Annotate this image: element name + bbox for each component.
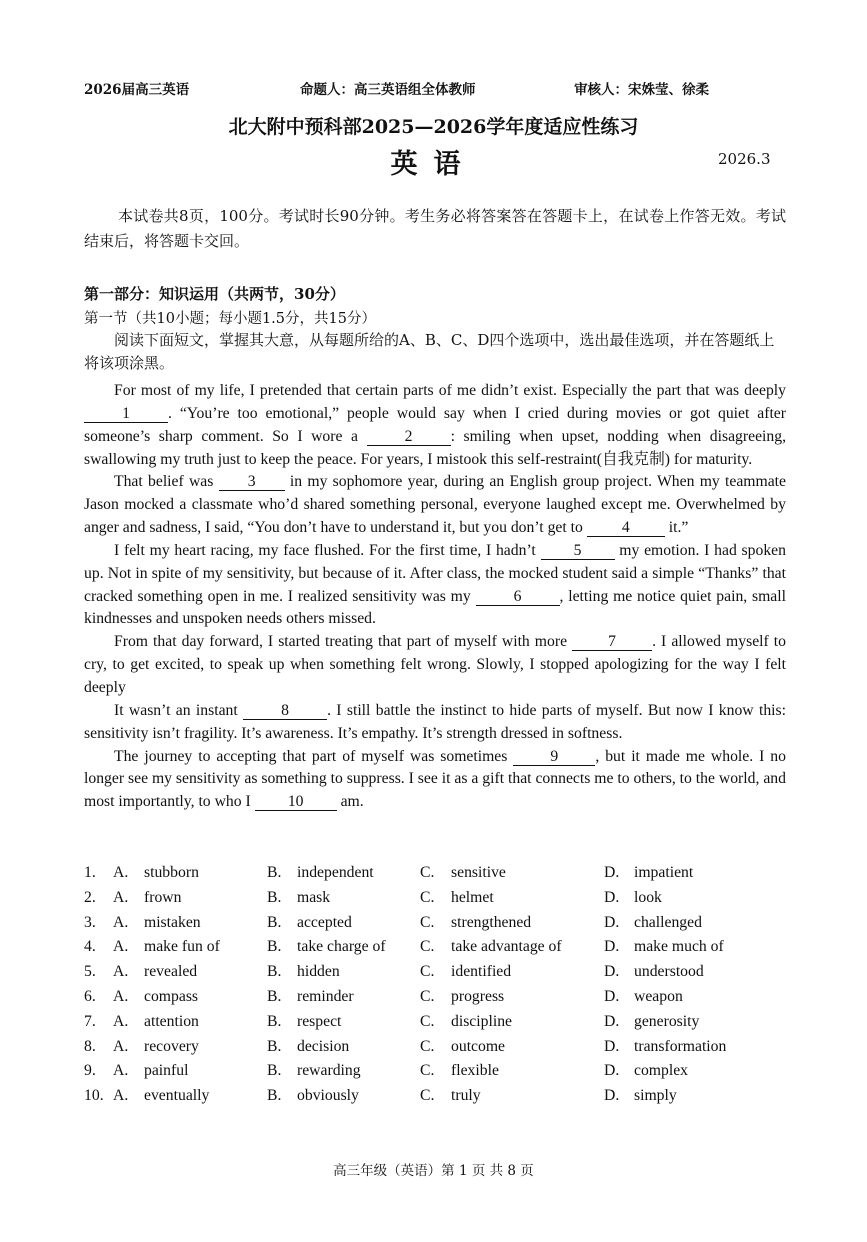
option-letter-b: B. bbox=[267, 913, 282, 931]
option-letter-b: B. bbox=[267, 938, 282, 956]
option-a: stubborn bbox=[144, 864, 199, 881]
part-heading: 第一部分：知识运用（共两节，30分） bbox=[84, 285, 345, 303]
option-row bbox=[84, 1038, 786, 1063]
option-letter-b: B. bbox=[267, 1012, 282, 1030]
option-letter-b: B. bbox=[267, 987, 282, 1005]
option-letter-b: B. bbox=[267, 864, 282, 881]
answer-blank: 3 bbox=[219, 473, 285, 491]
option-letter-c: C. bbox=[420, 1037, 435, 1055]
option-d: impatient bbox=[634, 864, 694, 881]
option-d: simply bbox=[634, 1087, 677, 1105]
option-row bbox=[84, 914, 786, 939]
option-letter-c: C. bbox=[420, 963, 435, 981]
option-letter-d: D. bbox=[604, 913, 620, 931]
answer-blank: 7 bbox=[572, 633, 652, 651]
option-letter-c: C. bbox=[420, 1012, 435, 1030]
option-b: take charge of bbox=[297, 938, 386, 956]
option-d: complex bbox=[634, 1062, 689, 1080]
option-letter-d: D. bbox=[604, 888, 620, 906]
option-a: recovery bbox=[144, 1037, 199, 1055]
option-letter-b: B. bbox=[267, 1062, 282, 1080]
passage-paragraph: I felt my heart racing, my face flushed. For the first time, I hadn’t 5 my emotion. I had spoken up. Not in spite of my sensitivity, but because of it. After class, the mocked student said a simple “Thanks” that cracked something open in me. I realized sensitivity was my 6 , letting me notice quiet pain, small kindnesses and unspoken needs others missed. bbox=[84, 541, 786, 628]
option-row bbox=[84, 864, 786, 889]
header-course: 2026届高三英语 bbox=[84, 82, 190, 98]
option-a: mistaken bbox=[144, 913, 201, 931]
option-d: generosity bbox=[634, 1012, 700, 1030]
option-letter-c: C. bbox=[420, 1087, 435, 1105]
option-letter-b: B. bbox=[267, 1037, 282, 1055]
option-b: independent bbox=[297, 864, 374, 881]
answer-blank: 4 bbox=[587, 519, 665, 537]
question-number: 10. bbox=[84, 1087, 104, 1105]
question-number: 7. bbox=[84, 1012, 96, 1030]
option-b: reminder bbox=[297, 987, 354, 1005]
option-letter-a: A. bbox=[113, 1012, 129, 1030]
passage-paragraph: From that day forward, I started treating that part of myself with more 7 . I allowed myself to cry, to get excited, to speak up when something felt wrong. Slowly, I stopped apologizing for the way I felt deeply bbox=[84, 633, 786, 696]
option-letter-b: B. bbox=[267, 963, 282, 981]
question-number: 5. bbox=[84, 963, 96, 981]
question-number: 4. bbox=[84, 938, 96, 956]
option-b: mask bbox=[297, 888, 331, 906]
option-letter-a: A. bbox=[113, 1062, 129, 1080]
option-d: challenged bbox=[634, 913, 702, 931]
option-b: respect bbox=[297, 1012, 342, 1030]
answer-blank: 8 bbox=[243, 702, 327, 720]
option-letter-a: A. bbox=[113, 963, 129, 981]
option-letter-c: C. bbox=[420, 1062, 435, 1080]
option-a: compass bbox=[144, 987, 199, 1005]
option-letter-a: A. bbox=[113, 864, 129, 881]
option-letter-d: D. bbox=[604, 1062, 620, 1080]
header-author: 命题人：高三英语组全体教师 bbox=[300, 82, 476, 98]
option-letter-d: D. bbox=[604, 864, 620, 881]
options-list bbox=[84, 864, 786, 1112]
option-c: sensitive bbox=[451, 864, 506, 881]
option-b: accepted bbox=[297, 913, 352, 931]
option-c: truly bbox=[451, 1087, 481, 1105]
option-c: outcome bbox=[451, 1037, 506, 1055]
answer-blank: 6 bbox=[476, 588, 560, 606]
cloze-passage bbox=[84, 380, 786, 814]
question-number: 2. bbox=[84, 888, 96, 906]
option-letter-c: C. bbox=[420, 987, 435, 1005]
option-b: decision bbox=[297, 1037, 350, 1055]
answer-blank: 9 bbox=[513, 748, 595, 766]
passage-paragraph: The journey to accepting that part of myself was sometimes 9 , but it made me whole. I no longer see my sensitivity as something to suppress. I see it as a gift that connects me to others, to the world, and most importantly, to who I 10 am. bbox=[84, 747, 786, 811]
option-letter-c: C. bbox=[420, 864, 435, 881]
option-letter-a: A. bbox=[113, 913, 129, 931]
passage-paragraph: It wasn’t an instant 8 . I still battle the instinct to hide parts of myself. But now I know this: sensitivity isn’t fragility. It’s awareness. It’s empathy. It’s strength dressed in softness. bbox=[84, 701, 786, 742]
option-letter-d: D. bbox=[604, 963, 620, 981]
option-row bbox=[84, 1087, 786, 1112]
option-letter-d: D. bbox=[604, 1012, 620, 1030]
option-d: make much of bbox=[634, 938, 724, 956]
option-c: flexible bbox=[451, 1062, 499, 1080]
question-number: 1. bbox=[84, 864, 96, 881]
option-b: rewarding bbox=[297, 1062, 361, 1080]
option-row bbox=[84, 963, 786, 988]
option-letter-a: A. bbox=[113, 987, 129, 1005]
header-reviewer: 审核人：宋姝莹、徐柔 bbox=[574, 82, 709, 98]
option-d: look bbox=[634, 888, 662, 906]
option-a: attention bbox=[144, 1012, 199, 1030]
option-a: eventually bbox=[144, 1087, 210, 1105]
exam-instructions: 本试卷共8页，100分。考试时长90分钟。考生务必将答案答在答题卡上，在试卷上作答无效。考试结束后，将答题卡交回。 bbox=[84, 207, 786, 250]
option-letter-c: C. bbox=[420, 938, 435, 956]
option-row bbox=[84, 1062, 786, 1087]
option-letter-c: C. bbox=[420, 913, 435, 931]
option-letter-c: C. bbox=[420, 888, 435, 906]
option-c: discipline bbox=[451, 1012, 512, 1030]
option-row bbox=[84, 938, 786, 963]
option-row bbox=[84, 988, 786, 1013]
option-b: hidden bbox=[297, 963, 340, 981]
question-number: 8. bbox=[84, 1037, 96, 1055]
option-letter-d: D. bbox=[604, 987, 620, 1005]
option-b: obviously bbox=[297, 1087, 359, 1105]
option-d: transformation bbox=[634, 1037, 727, 1055]
exam-date: 2026.3 bbox=[718, 150, 771, 168]
option-d: weapon bbox=[634, 987, 683, 1005]
option-a: frown bbox=[144, 888, 182, 906]
option-letter-a: A. bbox=[113, 1037, 129, 1055]
option-row bbox=[84, 1013, 786, 1038]
option-c: identified bbox=[451, 963, 512, 981]
option-a: painful bbox=[144, 1062, 189, 1080]
option-a: make fun of bbox=[144, 938, 220, 956]
option-letter-b: B. bbox=[267, 888, 282, 906]
answer-blank: 5 bbox=[541, 542, 615, 560]
answer-blank: 10 bbox=[255, 793, 337, 811]
option-letter-d: D. bbox=[604, 1037, 620, 1055]
passage-paragraph: That belief was 3 in my sophomore year, during an English group project. When my teammate Jason mocked a classmate who’d shared something personal, everyone laughed except me. Overwhelmed by anger and sadness, I said, “You don’t have to understand it, but you don’t get to 4 it.” bbox=[84, 473, 786, 537]
question-number: 3. bbox=[84, 913, 96, 931]
page-footer: 高三年级（英语）第 1 页 共 8 页 bbox=[333, 1163, 534, 1179]
option-c: progress bbox=[451, 987, 505, 1005]
option-d: understood bbox=[634, 963, 704, 981]
option-letter-b: B. bbox=[267, 1087, 282, 1105]
section-heading: 第一节（共10小题；每小题1.5分，共15分） bbox=[84, 311, 376, 327]
question-number: 9. bbox=[84, 1062, 96, 1080]
option-letter-d: D. bbox=[604, 1087, 620, 1105]
option-row bbox=[84, 889, 786, 914]
exam-subject: 英语 bbox=[390, 149, 477, 180]
option-c: strengthened bbox=[451, 913, 532, 931]
option-letter-a: A. bbox=[113, 938, 129, 956]
exam-title: 北大附中预科部2025—2026学年度适应性练习 bbox=[228, 116, 639, 138]
option-letter-a: A. bbox=[113, 888, 129, 906]
question-number: 6. bbox=[84, 987, 96, 1005]
option-letter-d: D. bbox=[604, 938, 620, 956]
passage-paragraph: For most of my life, I pretended that certain parts of me didn’t exist. Especially the part that was deeply 1 . “You’re too emotional,” people would say when I cried during movies or got quiet after someone’s sharp comment. So I wore a 2 : smiling when upset, nodding when disagreeing, swallowing my truth just to keep the peace. For years, I mistook this self-restraint(自我克制) for maturity. bbox=[84, 382, 787, 468]
option-c: helmet bbox=[451, 888, 494, 906]
answer-blank: 1 bbox=[84, 405, 168, 423]
option-letter-a: A. bbox=[113, 1087, 129, 1105]
option-c: take advantage of bbox=[451, 938, 562, 956]
option-a: revealed bbox=[144, 963, 198, 981]
section-instruction: 阅读下面短文，掌握其大意，从每题所给的A、B、C、D四个选项中，选出最佳选项，并在答题纸上将该项涂黑。 bbox=[84, 331, 775, 372]
answer-blank: 2 bbox=[367, 428, 451, 446]
